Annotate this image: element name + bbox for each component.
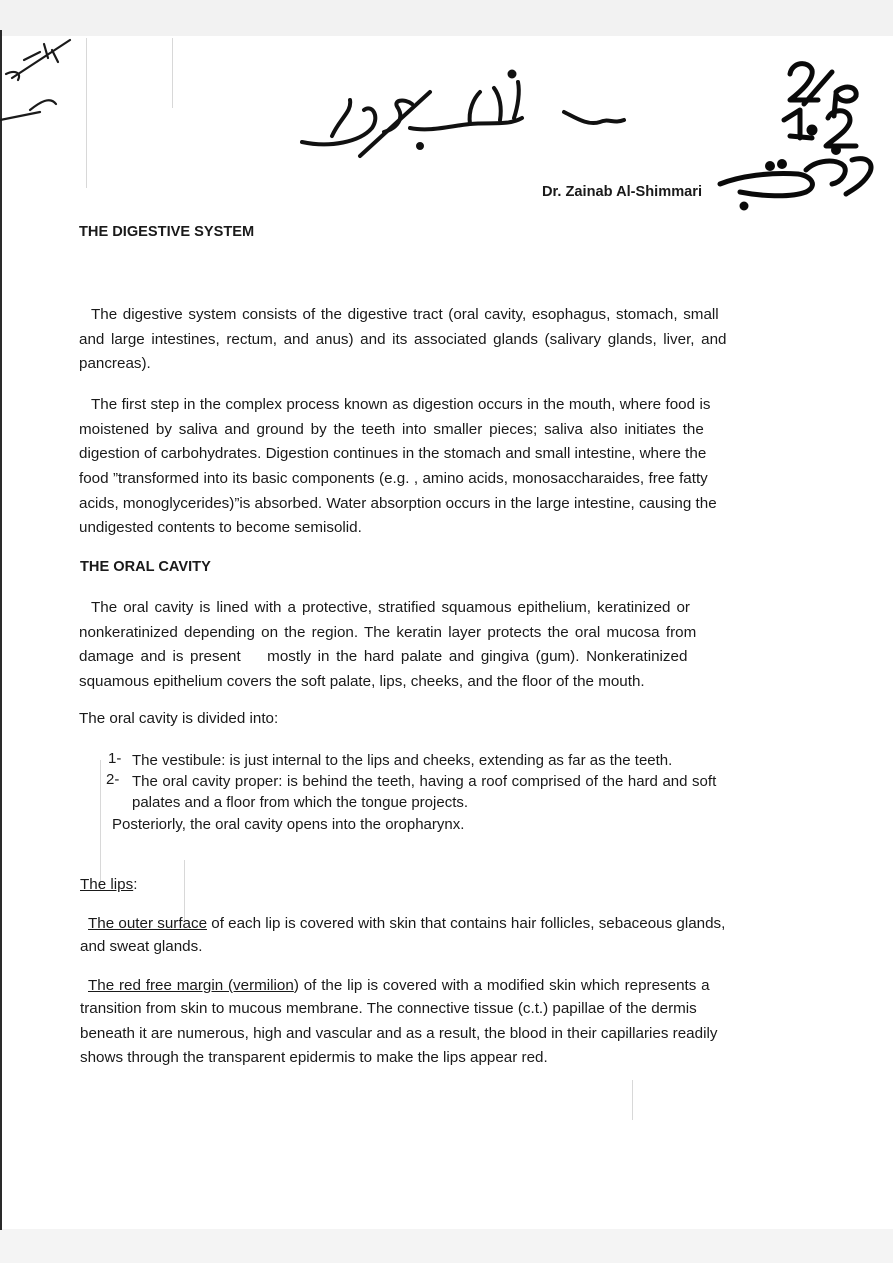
lips-heading-text: The lips xyxy=(80,876,134,893)
lips-heading-colon: : xyxy=(133,876,138,893)
oral-cavity-heading: THE ORAL CAVITY xyxy=(80,559,211,575)
intro-line: The digestive system consists of the digestive tract (oral cavity, esophagus, stomach, small xyxy=(91,306,719,323)
process-line: The first step in the complex process known as digestion occurs in the mouth, where food is xyxy=(91,396,711,413)
outer-surface-text: of each lip is covered with skin that contains hair follicles, sebaceous glands, xyxy=(207,915,726,932)
list-number: 1- xyxy=(108,750,122,767)
faint-scan-line xyxy=(172,38,173,108)
lips-heading xyxy=(80,873,137,898)
intro-line: and large intestines, rectum, and anus) and its associated glands (salivary glands, liver, and xyxy=(79,331,727,348)
list-item: The oral cavity proper: is behind the teeth, having a roof comprised of the hard and soft xyxy=(132,773,717,790)
faint-scan-line xyxy=(100,760,101,890)
oral-cavity-line: The oral cavity is lined with a protective, stratified squamous epithelium, keratinized or xyxy=(91,599,690,616)
process-line: acids, monoglycerides)”is absorbed. Water absorption occurs in the large intestine, causing the xyxy=(79,495,717,512)
divided-intro: The oral cavity is divided into: xyxy=(79,710,279,727)
red-margin-line: shows through the transparent epidermis to make the lips appear red. xyxy=(80,1049,548,1066)
intro-line: pancreas). xyxy=(79,355,151,372)
center-signature xyxy=(302,72,624,157)
page-left-edge xyxy=(0,30,2,1230)
red-margin-line xyxy=(88,974,710,999)
process-line: digestion of carbohydrates. Digestion continues in the stomach and small intestine, where the xyxy=(79,445,707,462)
outer-surface-line: and sweat glands. xyxy=(80,938,203,955)
red-margin-text: ) of the lip is covered with a modified skin which represents a xyxy=(293,977,710,994)
list-item: The vestibule: is just internal to the lips and cheeks, extending as far as the teeth. xyxy=(132,752,673,769)
faint-scan-line xyxy=(86,38,87,188)
outer-surface-line xyxy=(88,912,725,937)
oral-cavity-line: nonkeratinized depending on the region. The keratin layer protects the oral mucosa from xyxy=(79,624,697,641)
oral-cavity-line: damage and is present mostly in the hard palate and gingiva (gum). Nonkeratinized xyxy=(79,648,688,665)
posterior-note: Posteriorly, the oral cavity opens into the oropharynx. xyxy=(112,816,465,833)
red-margin-line: transition from skin to mucous membrane. The connective tissue (c.t.) papillae of the dermis xyxy=(80,1000,697,1017)
oral-cavity-line: squamous epithelium covers the soft palate, lips, cheeks, and the floor of the mouth. xyxy=(79,673,645,690)
document-title: THE DIGESTIVE SYSTEM xyxy=(79,224,255,240)
outer-surface-term: The outer surface xyxy=(88,915,208,932)
author-name: Dr. Zainab Al-Shimmari xyxy=(542,184,703,200)
top-right-handwriting xyxy=(720,64,871,208)
top-left-handwriting xyxy=(0,40,70,120)
red-margin-term: The red free margin (vermilion xyxy=(88,977,294,994)
process-line: moistened by saliva and ground by the teeth into smaller pieces; saliva also initiates the xyxy=(79,421,704,438)
process-line: undigested contents to become semisolid. xyxy=(79,519,362,536)
list-item: palates and a floor from which the tongue projects. xyxy=(132,794,469,811)
red-margin-line: beneath it are numerous, high and vascular and as a result, the blood in their capillaries readily xyxy=(80,1025,718,1042)
scan-top-margin xyxy=(0,0,893,36)
list-number: 2- xyxy=(106,771,120,788)
faint-scan-line xyxy=(632,1080,633,1120)
faint-scan-line xyxy=(184,860,185,920)
process-line: food ”transformed into its basic components (e.g. , amino acids, monosaccharaides, free fatty xyxy=(79,470,708,487)
scan-bottom-margin xyxy=(0,1229,893,1263)
